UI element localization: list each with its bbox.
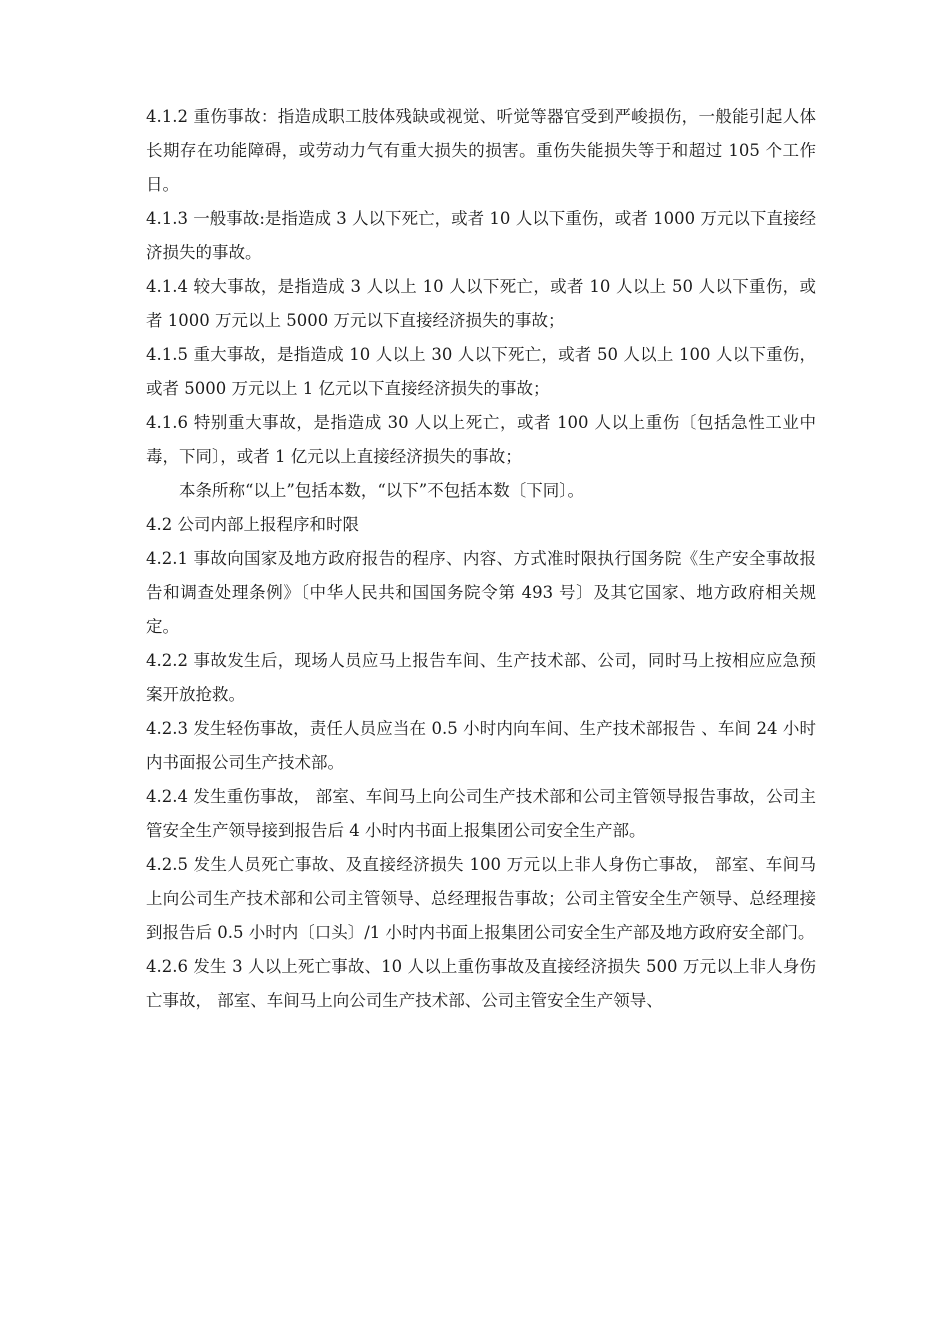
paragraph-4-1-6: 4.1.6 特别重大事故，是指造成 30 人以上死亡，或者 100 人以上重伤〔包括急性工业中毒，下同〕，或者 1 亿元以上直接经济损失的事故； [146,413,816,466]
paragraph-4-1-2: 4.1.2 重伤事故：指造成职工肢体残缺或视觉、听觉等器官受到严峻损伤，一般能引起人体长期存在功能障碍，或劳动力气有重大损失的损害。重伤失能损失等于和超过 105 个工作日。 [146,107,816,194]
paragraph-4-2-6: 4.2.6 发生 3 人以上死亡事故、10 人以上重伤事故及直接经济损失 500 万元以上非人身伤亡事故， 部室、车间马上向公司生产技术部、公司主管安全生产领导、 [146,957,816,1010]
paragraph-note: 本条所称“以上”包括本数，“以下”不包括本数〔下同〕。 [179,481,584,500]
paragraph-4-2-4: 4.2.4 发生重伤事故， 部室、车间马上向公司生产技术部和公司主管领导报告事故，公司主管安全生产领导接到报告后 4 小时内书面上报集团公司安全生产部。 [146,787,816,840]
paragraph-4-2-2: 4.2.2 事故发生后，现场人员应马上报告车间、生产技术部、公司，同时马上按相应应急预案开放抢救。 [146,651,816,704]
document-body [146,100,816,1018]
paragraph-4-2-3: 4.2.3 发生轻伤事故，责任人员应当在 0.5 小时内向车间、生产技术部报告 、车间 24 小时内书面报公司生产技术部。 [146,719,816,772]
paragraph-4-1-3: 4.1.3 一般事故:是指造成 3 人以下死亡，或者 10 人以下重伤，或者 1000 万元以下直接经济损失的事故。 [146,209,816,262]
paragraph-4-2-1: 4.2.1 事故向国家及地方政府报告的程序、内容、方式准时限执行国务院《生产安全事故报告和调查处理条例》〔中华人民共和国国务院令第 493 号〕及其它国家、地方政府相关规定。 [146,549,816,636]
paragraph-4-2-5: 4.2.5 发生人员死亡事故、及直接经济损失 100 万元以上非人身伤亡事故， 部室、车间马上向公司生产技术部和公司主管领导、总经理报告事故；公司主管安全生产领导、总经理接到报告后 0.5 小时内〔口头〕/1 小时内书面上报集团公司安全生产部及地方政府安全部门。 [146,855,816,942]
paragraph-4-1-4: 4.1.4 较大事故，是指造成 3 人以上 10 人以下死亡，或者 10 人以上 50 人以下重伤，或者 1000 万元以上 5000 万元以下直接经济损失的事故； [146,277,816,330]
section-heading-4-2: 4.2 公司内部上报程序和时限 [146,515,359,534]
paragraph-4-1-5: 4.1.5 重大事故，是指造成 10 人以上 30 人以下死亡，或者 50 人以上 100 人以下重伤，或者 5000 万元以上 1 亿元以下直接经济损失的事故； [146,345,816,398]
